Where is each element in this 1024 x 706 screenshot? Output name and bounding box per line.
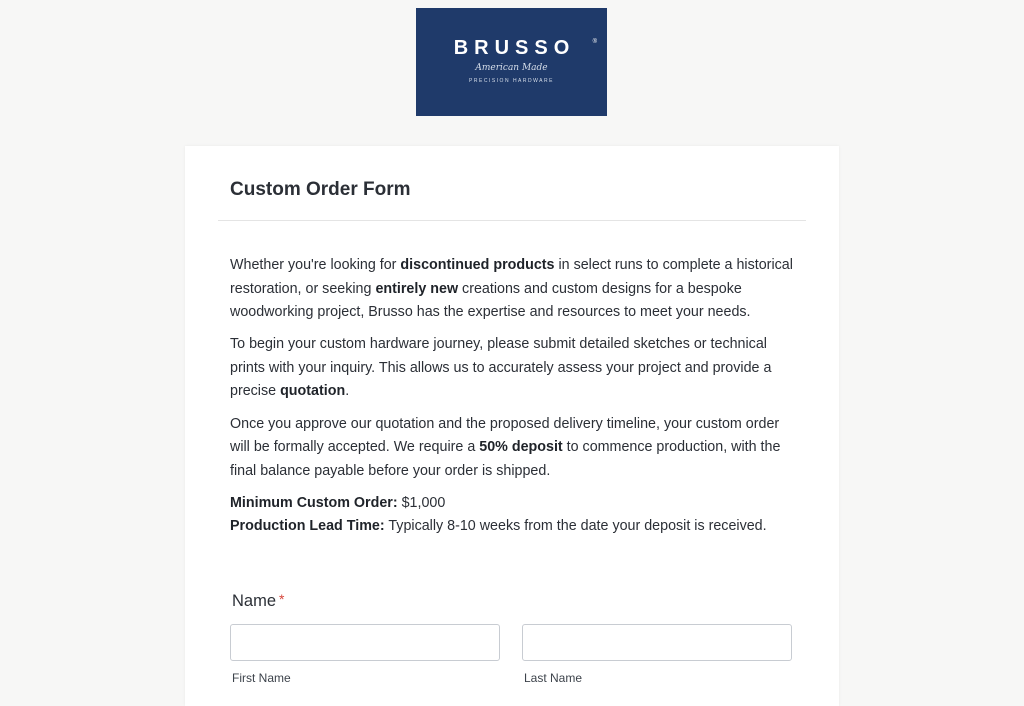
intro-bold-text: discontinued products xyxy=(400,257,555,273)
intro-paragraph-2 xyxy=(230,333,796,404)
minimum-order-label: Minimum Custom Order: xyxy=(230,494,398,511)
intro-text: Once you approve our quotation and the proposed delivery timeline, your custom order will be formally accepted. We require a xyxy=(230,415,780,456)
intro-paragraph-1 xyxy=(230,254,796,325)
intro-paragraph-3 xyxy=(230,413,796,484)
intro-text: to commence production, with the final balance payable before your order is shipped. xyxy=(230,439,781,479)
name-field-label xyxy=(232,592,284,611)
intro-text: Whether you're looking for xyxy=(230,257,401,273)
brusso-logo[interactable] xyxy=(416,8,607,116)
lead-time-info xyxy=(230,515,796,539)
intro-text: . xyxy=(345,383,350,400)
intro-text: in select runs to complete a historical restoration, or seeking xyxy=(230,257,793,297)
name-label-text: Name xyxy=(232,592,277,610)
intro-bold-text: 50% deposit xyxy=(479,439,563,456)
lead-time-value: Typically 8-10 weeks from the date your deposit is received. xyxy=(384,518,767,535)
logo-tagline: PRECISION HARDWARE xyxy=(469,78,554,84)
form-title: Custom Order Form xyxy=(230,179,411,200)
required-asterisk: * xyxy=(279,591,285,607)
title-divider xyxy=(218,220,806,221)
intro-text: To begin your custom hardware journey, please submit detailed sketches or technical prints with your inquiry. This allows us to accurately assess your project and provide a precise xyxy=(230,336,772,400)
last-name-sublabel: Last Name xyxy=(524,671,583,685)
form-description xyxy=(230,254,796,539)
intro-bold-text: quotation xyxy=(280,383,346,400)
lead-time-label: Production Lead Time: xyxy=(230,518,385,535)
registered-mark: ® xyxy=(592,39,597,45)
intro-bold-text: entirely new xyxy=(375,280,459,297)
minimum-order-value: $1,000 xyxy=(397,494,446,511)
intro-text: creations and custom designs for a bespoke woodworking project, Brusso has the expertise and resources to meet your needs. xyxy=(230,280,751,321)
first-name-sublabel: First Name xyxy=(232,671,291,685)
custom-order-form-card xyxy=(185,146,839,706)
last-name-input[interactable] xyxy=(522,624,792,661)
first-name-input[interactable] xyxy=(230,624,500,661)
logo-wordmark: BRUSSO xyxy=(453,37,576,59)
minimum-order-info xyxy=(230,492,796,516)
logo-script-text: American Made xyxy=(475,63,548,73)
